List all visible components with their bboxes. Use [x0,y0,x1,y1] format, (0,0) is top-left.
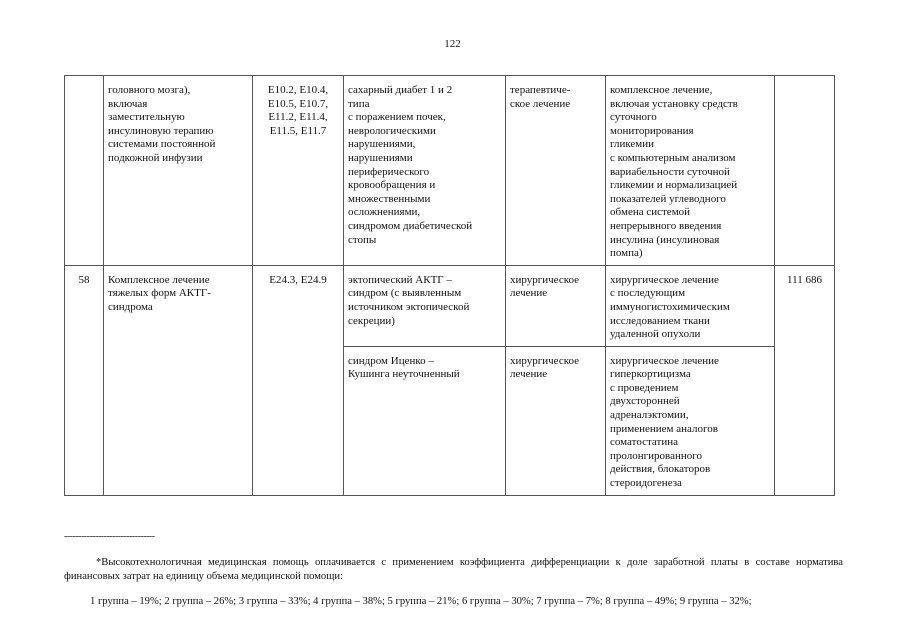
cell-text-line: Комплексное лечение [108,273,210,286]
cell-text-line: множественными [348,192,431,205]
cell-text-line: гликемии [610,138,655,151]
cell-text-line: типа [348,97,370,110]
cell-text-line: E10.2, E10.4, [267,84,329,96]
cell-text-line: E11.5, E11.7 [269,124,327,137]
cell-text-line: неврологическими [348,124,436,137]
cell-text-line: двухсторонней [610,395,680,408]
cell-text-line: адреналэктомии, [610,409,689,422]
cell-text-line: мониторирования [610,124,694,137]
cell-number: 58 [65,265,104,495]
cell-cost: 111 686 [775,265,835,495]
cell-text-line: головного мозга), [108,84,191,96]
cell-text-line: E10.5, E10.7, [267,97,329,110]
cell-text-line: лечение [510,368,548,381]
cell-text-line: лечение [510,287,548,300]
cell-text-line: включая установку средств [610,97,738,110]
cell-text-line: тяжелых форм АКТГ- [108,287,211,300]
cell-text-line: сахарный диабет 1 и 2 [348,84,453,96]
cell-patient-model [344,76,506,266]
table-row-continued [65,76,835,266]
cell-treatment-type [506,346,606,495]
cell-text-line: с поражением почек, [348,111,446,124]
cell-text-line: хирургическое [510,354,580,367]
cell-text-line: системами постоянной [108,138,216,151]
cell-text-line: хирургическое лечение [610,273,719,286]
cell-patient-model [344,265,506,346]
cell-treatment-type [506,76,606,266]
cell-text-line: кровообращения и [348,179,436,192]
cell-text-line: подкожной инфузии [108,151,203,164]
cell-text-line: синдрома [108,300,153,313]
cell-text-line: инсулиновую терапию [108,124,214,137]
cell-care-name [104,265,253,495]
cell-text-line: вариабельности суточной [610,165,730,178]
cell-icd-codes [253,265,344,495]
footnote-text: *Высокотехнологичная медицинская помощь оплачивается с применением коэффициента дифференциации к доле заработной платы в составе норматива финансовых затрат на единицу объема медицинской помощи: [64,557,843,582]
cell-text-line: Кушинга неуточненный [348,368,460,381]
cell-text-line: заместительную [108,111,185,124]
cell-text-line: синдром Иценко – [348,354,434,367]
cell-text-line: нарушениями, [348,138,416,151]
cell-text-line: гликемии и нормализацией [610,179,738,192]
cell-text-line: секреции) [348,314,395,327]
cell-text-line: непрерывного введения [610,219,722,232]
cell-text-line: помпа) [610,247,643,260]
cell-text-line: ское лечение [510,97,571,110]
cell-text-line: хирургическое [510,273,580,286]
cell-text-line: с проведением [610,381,679,394]
cell-text-line: осложнениями, [348,206,421,219]
table-row-58 [65,265,835,346]
cell-text-line: соматостатина [610,436,678,449]
cell-text-line: периферического [348,165,430,178]
cell-care-name [104,76,253,266]
cell-text-line: с последующим [610,287,686,300]
cell-icd-codes [253,76,344,266]
cell-text-line: обмена системой [610,206,691,219]
cell-text-line: действия, блокаторов [610,463,711,476]
cell-text-line: пролонгированного [610,449,702,462]
cell-treatment-method [606,346,775,495]
cell-patient-model [344,346,506,495]
cell-text-line: исследованием ткани [610,314,710,327]
cell-text-line: хирургическое лечение [610,354,719,367]
cell-text-line: включая [108,97,148,110]
footnote-groups: 1 группа – 19%; 2 группа – 26%; 3 группа – 33%; 4 группа – 38%; 5 группа – 21%; 6 группа – 30%; 7 группа – 7%; 8 группа – 49%; 9 группа – 32%; [90,596,752,607]
cell-text-line: E24.3, E24.9 [269,273,327,286]
cell-text-line: стопы [348,233,377,246]
cell-text-line: нарушениями [348,151,413,164]
cell-number [65,76,104,266]
cell-text-line: суточного [610,111,657,124]
cell-treatment-method [606,265,775,346]
cell-text-line: показателей углеводного [610,192,726,205]
cell-text-line: терапевтиче- [510,84,571,96]
cell-text-line: удаленной опухоли [610,328,701,341]
cell-text-line: эктопический АКТГ – [348,273,452,286]
cell-treatment-method [606,76,775,266]
cell-text-line: применением аналогов [610,422,718,435]
cell-text-line: комплексное лечение, [610,84,713,96]
cell-text-line: иммуногистохимическим [610,300,730,313]
cell-text-line: стероидогенеза [610,477,682,490]
cell-text-line: синдром (с выявленным [348,287,462,300]
cell-text-line: E11.2, E11.4, [268,111,328,124]
footnote-separator: -------------------------------- [64,531,155,542]
cell-cost [775,76,835,266]
cell-text-line: с компьютерным анализом [610,151,736,164]
cell-text-line: гиперкортицизма [610,368,691,381]
medical-care-table [64,75,835,496]
cell-text-line: источником эктопической [348,300,470,313]
page-number: 122 [444,38,461,50]
cell-text-line: инсулина (инсулиновая [610,233,720,246]
cell-text-line: синдромом диабетической [348,219,473,232]
cell-treatment-type [506,265,606,346]
